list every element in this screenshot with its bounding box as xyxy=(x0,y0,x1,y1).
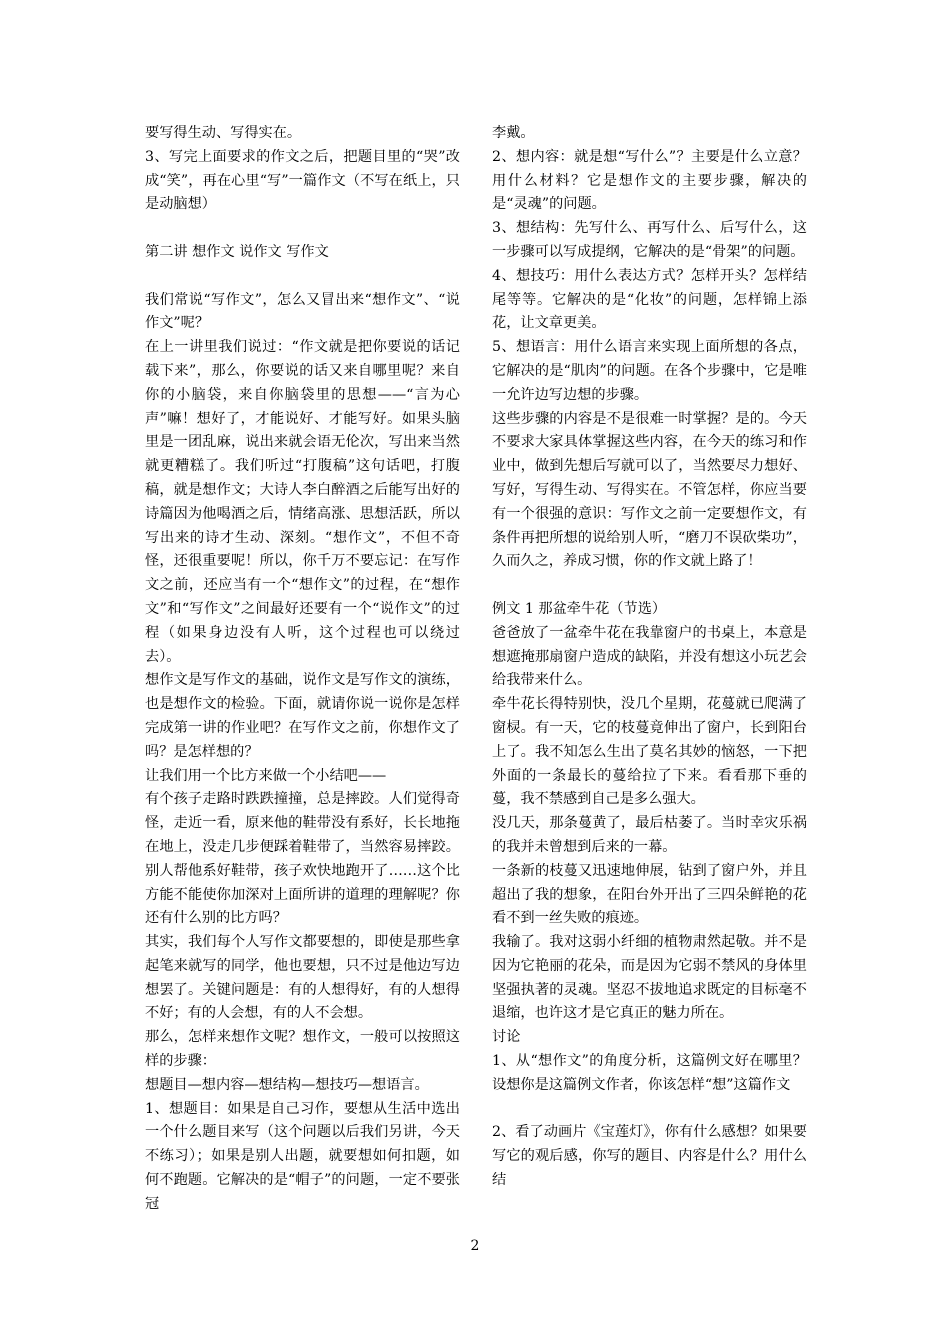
paragraph: 我输了。我对这弱小纤细的植物肃然起敬。并不是因为它艳丽的花朵，而是因为它弱不禁风的身体里坚强执著的灵魂。坚忍不拔地追求既定的目标毫不退缩，也许这才是它真正的魅力所在。 xyxy=(492,934,807,1022)
paragraph: 要写得生动、写得实在。 xyxy=(145,125,302,141)
blank-line xyxy=(145,265,460,289)
paragraph: 5、想语言：用什么语言来实现上面所想的各点，它解决的是“肌肉”的问题。在各个步骤中，它是唯一允许边写边想的步骤。 xyxy=(492,339,807,403)
paragraph: 没几天，那条蔓黄了，最后枯萎了。当时幸灾乐祸的我并未曾想到后来的一幕。 xyxy=(492,815,807,855)
paragraph: 想作文是写作文的基础，说作文是写作文的演练，也是想作文的检验。下面，就请你说一说你是怎样完成第一讲的作业吧？在写作文之前，你想作文了吗？是怎样想的？ xyxy=(145,672,460,760)
paragraph: 其实，我们每个人写作文都要想的，即使是那些拿起笔来就写的同学，他也要想，只不过是他边写边想罢了。关键问题是：有的人想得好，有的人想得不好；有的人会想，有的人不会想。 xyxy=(145,934,460,1022)
paragraph: 4、想技巧：用什么表达方式？怎样开头？怎样结尾等等。它解决的是“化妆”的问题，怎样锦上添花，让文章更美。 xyxy=(492,267,807,332)
page-number: 2 xyxy=(470,1238,480,1254)
paragraph: 想题目—想内容—想结构—想技巧—想语言。 xyxy=(145,1076,429,1093)
right-text-column xyxy=(492,122,807,1193)
paragraph: 这些步骤的内容是不是很难一时掌握？是的。今天不要求大家具体掌握这些内容，在今天的练习和作业中，做到先想后写就可以了，当然要尽力想好、写好，写得生动、写得实在。不管怎样，你应当要有一个很强的意识：写作文之前一定要想作文，有条件再把所想的说给别人听，“磨刀不误砍柴功”，久而久之，养成习惯，你的作文就上路了！ xyxy=(492,410,807,570)
paragraph: 1、想题目：如果是自己习作，要想从生活中选出一个什么题目来写（这个问题以后我们另讲，今天不练习）；如果是别人出题，就要想如何扣题，如何不跑题。它解决的是“帽子”的问题，一定不要张冠 xyxy=(145,1100,460,1212)
paragraph: 爸爸放了一盆牵牛花在我靠窗户的书桌上，本意是想遮掩那扇窗户造成的缺陷，并没有想这小玩艺会给我带来什么。 xyxy=(492,624,807,689)
paragraph: 3、想结构：先写什么、再写什么、后写什么，这一步骤可以写成提纲，它解决的是“骨架”的问题。 xyxy=(492,220,807,260)
paragraph: 那么，怎样来想作文呢？想作文，一般可以按照这样的步骤： xyxy=(145,1029,460,1070)
paragraph: 我们常说“写作文”，怎么又冒出来“想作文”、“说作文”呢？ xyxy=(145,291,460,332)
left-text-column xyxy=(145,122,460,1217)
blank-line xyxy=(492,1098,807,1122)
paragraph: 2、看了动画片《宝莲灯》，你有什么感想？如果要写它的观后感，你写的题目、内容是什么？用什么结 xyxy=(492,1124,807,1189)
paragraph: 有个孩子走路时跌跌撞撞，总是摔跤。人们觉得奇怪，走近一看，原来他的鞋带没有系好，长长地拖在地上，没走几步便踩着鞋带了，当然容易摔跤。别人帮他系好鞋带，孩子欢快地跑开了……这个比方能不能使你加深对上面所讲的道理的理解呢？你还有什么别的比方吗？ xyxy=(145,791,460,927)
blank-line xyxy=(492,574,807,598)
paragraph: 2、想内容：就是想“写什么”？主要是什么立意？用什么材料？它是想作文的主要步骤，解决的是“灵魂”的问题。 xyxy=(492,148,807,213)
paragraph: 1、从“想作文”的角度分析，这篇例文好在哪里？设想你是这篇例文作者，你该怎样“想”这篇作文 xyxy=(492,1053,807,1093)
paragraph: 讨论 xyxy=(492,1029,521,1046)
paragraph: 在上一讲里我们说过：“作文就是把你要说的话记载下来”，那么，你要说的话又来自哪里呢？来自你的小脑袋，来自你脑袋里的思想——“言为心声”嘛！想好了，才能说好、才能写好。如果头脑里是一团乱麻，说出来就会语无伦次，写出来当然就更糟糕了。我们听过“打腹稿”这句话吧，打腹稿，就是想作文；大诗人李白醉酒之后能写出好的诗篇因为他喝酒之后，情绪高涨、思想活跃，所以写出来的诗才生动、深刻。“想作文”，不但不奇怪，还很重要呢！所以，你千万不要忘记：在写作文之前，还应当有一个“想作文”的过程，在“想作文”和“写作文”之间最好还要有一个“说作文”的过程（如果身边没有人听，这个过程也可以绕过去）。 xyxy=(145,339,460,665)
paragraph: 牵牛花长得特别快，没几个星期，花蔓就已爬满了窗棂。有一天，它的枝蔓竟伸出了窗户，长到阳台上了。我不知怎么生出了莫名其妙的恼怒，一下把外面的一条最长的蔓给拉了下来。看看那下垂的蔓，我不禁感到自己是多么强大。 xyxy=(492,696,807,808)
paragraph: 第二讲 想作文 说作文 写作文 xyxy=(145,243,329,260)
paragraph: 李戴。 xyxy=(492,125,535,141)
paragraph: 3、写完上面要求的作文之后，把题目里的“哭”改成“笑”，再在心里“写”一篇作文（不写在纸上，只是动脑想） xyxy=(145,148,460,213)
paragraph: 一条新的枝蔓又迅速地伸展，钻到了窗户外，并且超出了我的想象，在阳台外开出了三四朵鲜艳的花看不到一丝失败的痕迹。 xyxy=(492,862,807,927)
paragraph: 让我们用一个比方来做一个小结吧—— xyxy=(145,767,387,784)
paragraph: 例文 1 那盆牵牛花（节选） xyxy=(492,600,667,617)
blank-line xyxy=(145,217,460,241)
